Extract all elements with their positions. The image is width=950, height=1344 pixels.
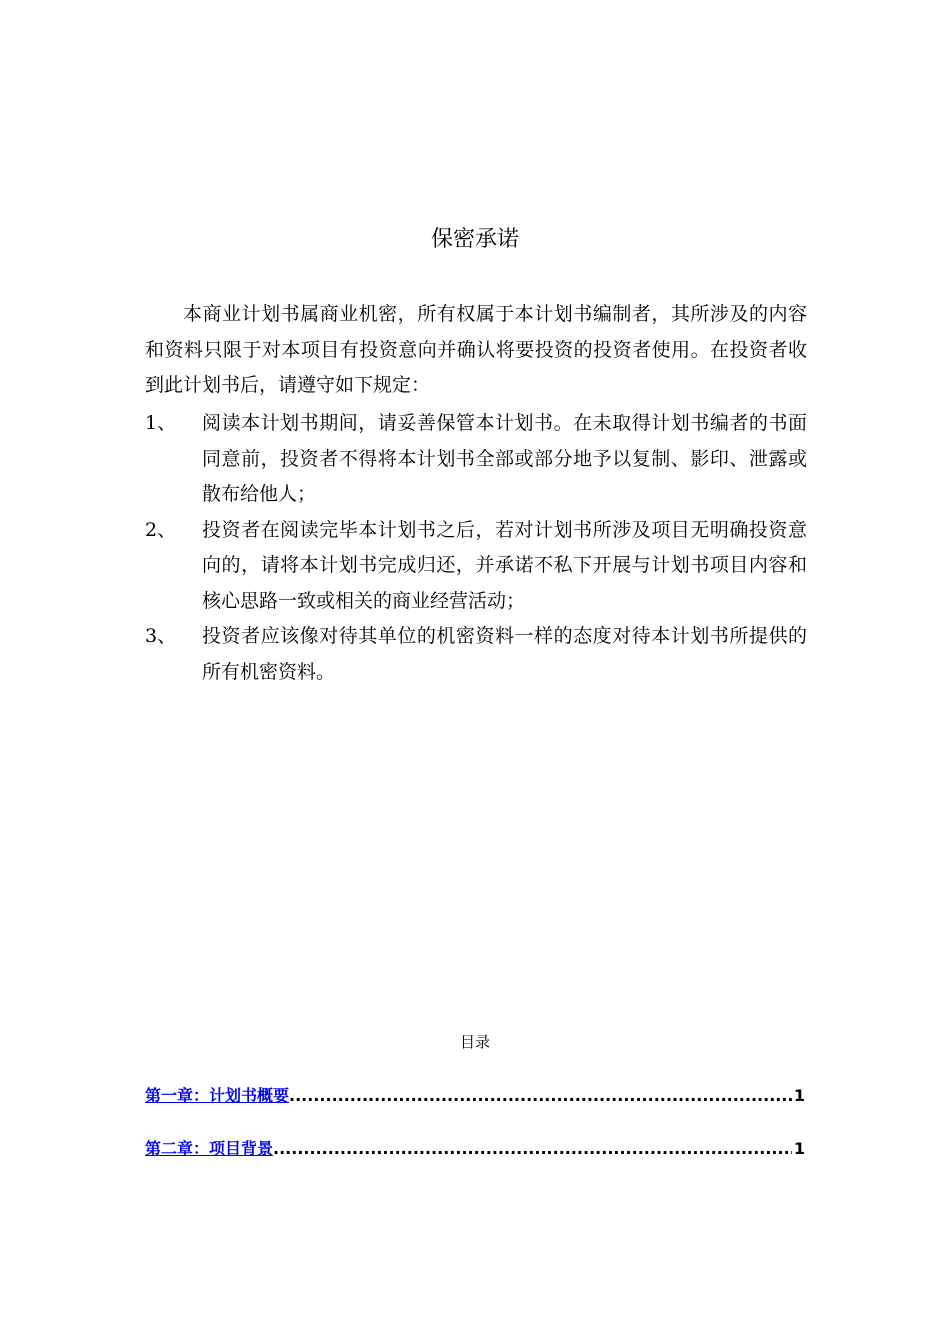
rule-number: 2、	[145, 518, 177, 541]
toc-entry	[145, 1085, 805, 1107]
rule-number: 1、	[145, 412, 177, 434]
rule-text: 投资者应该像对待其单位的机密资料一样的态度对待本计划书所提供的所有机密资料。	[202, 625, 807, 683]
rule-item	[145, 406, 807, 513]
toc-page-number: 1	[793, 1086, 805, 1105]
toc-leader-dots	[273, 1138, 792, 1160]
toc-heading: 目录	[459, 1033, 490, 1051]
rule-item	[145, 513, 807, 620]
intro-paragraph: 本商业计划书属商业机密，所有权属于本计划书编制者，其所涉及的内容和资料只限于对本项目有投资意向并确认将要投资的投资者使用。在投资者收到此计划书后，请遵守如下规定：	[145, 303, 807, 396]
rule-number: 3、	[145, 625, 177, 647]
rule-text: 投资者在阅读完毕本计划书之后，若对计划书所涉及项目无明确投资意向的，请将本计划书完成归还，并承诺不私下开展与计划书项目内容和核心思路一致或相关的商业经营活动；	[202, 518, 807, 612]
toc-link-chapter-2[interactable]: 第二章：项目背景	[145, 1139, 274, 1158]
rule-item	[145, 619, 807, 690]
rule-text: 阅读本计划书期间，请妥善保管本计划书。在未取得计划书编者的书面同意前，投资者不得将本计划书全部或部分地予以复制、影印、泄露或散布给他人；	[202, 412, 807, 505]
toc-leader-dots	[289, 1085, 792, 1107]
page-title: 保密承诺	[430, 227, 519, 252]
toc-page-number: 1	[793, 1139, 805, 1158]
rules-list	[145, 406, 807, 690]
toc-entry	[145, 1138, 805, 1160]
toc-link-chapter-1[interactable]: 第一章：计划书概要	[145, 1086, 290, 1105]
